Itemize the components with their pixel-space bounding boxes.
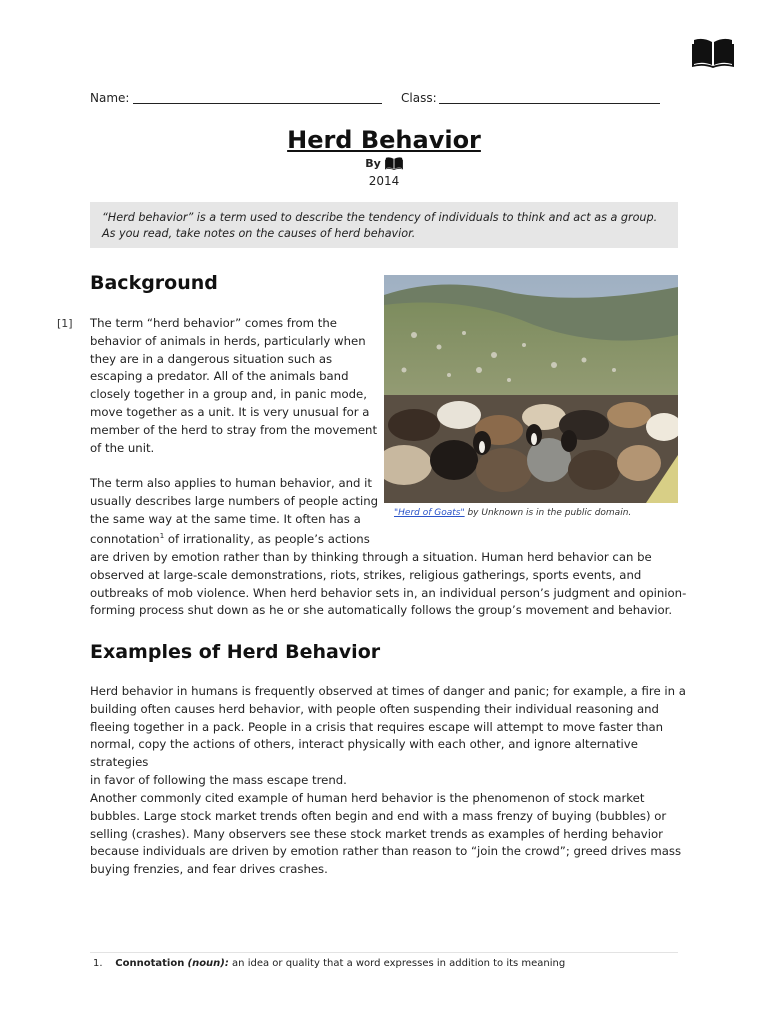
publication-year: 2014 [368, 174, 400, 188]
text-line: move together as a unit. It is very unusual for a [90, 404, 370, 419]
footnote-divider [90, 952, 678, 953]
text-line: buying frenzies, and fear drives crashes. [90, 862, 328, 877]
text-line: bubbles. Large stock market trends often begin and end with a mass frenzy of buying (bubbles) or [90, 808, 667, 823]
text-line [90, 528, 690, 549]
text-line: in favor of following the mass escape trend. [90, 772, 347, 787]
examples-paragraph-2 [90, 790, 690, 879]
intro-box: “Herd behavior” is a term used to describe the tendency of individuals to think and act as a group. As you read, take notes on the causes of herd behavior. [90, 202, 678, 248]
footnote-term: Connotation [115, 958, 185, 969]
name-label: Name: [90, 91, 130, 105]
text-line: the same way at the same time. It often has a [90, 511, 361, 526]
text-fragment: of irrationality, as people’s actions [164, 532, 370, 547]
connotation-word: connotation [90, 532, 160, 547]
text-line: behavior of animals in herds, particularly when [90, 333, 366, 348]
text-line: are driven by emotion rather than by thinking through a situation. Human herd behavior can be [90, 550, 652, 565]
author-book-icon [385, 156, 403, 170]
page-title: Herd Behavior [287, 126, 481, 154]
text-line: forming process shut down as he or she automatically follows the group’s movement and behavior. [90, 603, 673, 618]
footnote-number: 1. [93, 958, 103, 969]
book-icon [692, 36, 734, 68]
examples-paragraph-1 [90, 683, 690, 790]
text-line: escaping a predator. All of the animals band [90, 369, 349, 384]
text-line: because individuals are driven by emotion rather than reason to “join the crowd”; greed drives mass [90, 844, 682, 859]
text-line: observed at large-scale demonstrations, riots, strikes, religious gatherings, sports events, and [90, 567, 642, 582]
text-line: Herd behavior in humans is frequently observed at times of danger and panic; for example, a fire in a [90, 684, 686, 698]
text-line: they are in a dangerous situation such as [90, 351, 333, 366]
byline [0, 156, 768, 170]
name-field[interactable] [133, 103, 382, 104]
text-line: member of the herd to stray from the movement [90, 422, 378, 437]
text-line: usually describes large numbers of people acting [90, 493, 379, 508]
background-paragraph-1 [90, 315, 380, 457]
caption-text: by Unknown is in the public domain. [464, 508, 632, 518]
text-line: fleeing together in a pack. People in a crisis that requires escape will attempt to move faster than [90, 719, 664, 734]
class-label: Class: [401, 91, 437, 105]
caption-link[interactable]: "Herd of Goats" [394, 508, 465, 518]
examples-heading: Examples of Herd Behavior [90, 641, 381, 663]
text-line: building often causes herd behavior, with people often suspending their individual reasoning and [90, 701, 659, 716]
text-line: selling (crashes). Many observers see these stock market trends as examples of herding behavior [90, 826, 663, 841]
text-line: Another commonly cited example of human herd behavior is the phenomenon of stock market [90, 791, 645, 805]
text-line: closely together in a group and, in panic mode, [90, 387, 367, 402]
text-line: The term “herd behavior” comes from the [90, 316, 337, 330]
photo-caption [394, 508, 631, 518]
class-field[interactable] [439, 103, 660, 104]
text-line: The term also applies to human behavior, and it [90, 476, 372, 490]
footnote [93, 958, 565, 969]
text-line: outbreaks of mob violence. When herd behavior sets in, an individual person’s judgment and opinion- [90, 585, 687, 600]
background-heading: Background [90, 272, 218, 294]
text-line: of the unit. [90, 440, 155, 455]
text-line: normal, copy the actions of others, interact physically with each other, and ignore alternative strategies [90, 737, 638, 770]
footnote-marker[interactable]: 1 [159, 532, 165, 541]
by-label: By [365, 157, 381, 170]
paragraph-number: [1] [57, 317, 73, 330]
footnote-definition: an idea or quality that a word expresses in addition to its meaning [228, 958, 566, 969]
footnote-pos: (noun): [187, 958, 229, 969]
herd-of-goats-photo [384, 275, 678, 503]
